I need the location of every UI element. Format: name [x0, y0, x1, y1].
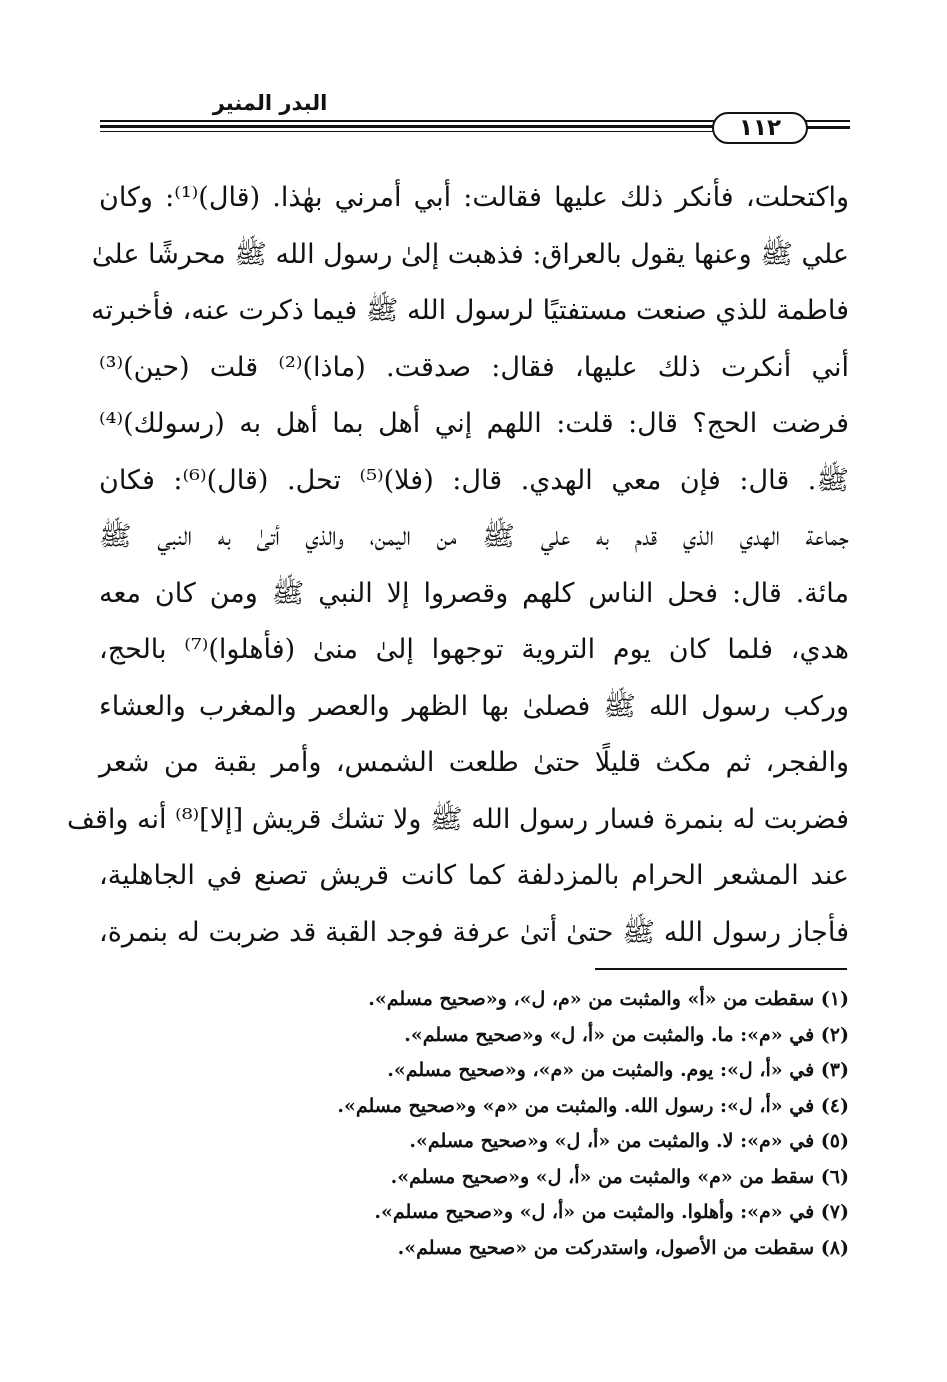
text-line: وركب رسول الله ﷺ فصلىٰ بها الظهر والعصر والمغرب والعشاء	[99, 690, 849, 722]
text-line: ﷺ. قال: فإن معي الهدي. قال: (فلا)⁽⁵⁾ تحل. (قال)⁽⁶⁾: فكان	[99, 464, 849, 496]
footnote: (٤) في «أ، ل»: رسول الله. والمثبت من «م» و«صحيح مسلم».	[337, 1094, 849, 1117]
footnote-separator	[595, 968, 847, 970]
text-line: فضربت له بنمرة فسار رسول الله ﷺ ولا تشك قريش [إلا]⁽⁸⁾ أنه واقف	[67, 803, 849, 835]
running-header	[100, 88, 850, 150]
main-text	[67, 170, 849, 961]
book-title: البدر المنير	[212, 91, 328, 115]
footnote: (٣) في «أ، ل»: يوم. والمثبت من «م»، و«صحيح مسلم».	[387, 1059, 849, 1081]
text-line: فأجاز رسول الله ﷺ حتىٰ أتىٰ عرفة فوجد القبة قد ضربت له بنمرة،	[99, 916, 849, 948]
text-line: مائة. قال: فحل الناس كلهم وقصروا إلا النبي ﷺ ومن كان معه	[99, 577, 849, 609]
text-line: فاطمة للذي صنعت مستفتيًا لرسول الله ﷺ فيما ذكرت عنه، فأخبرته	[91, 295, 849, 326]
text-line: واكتحلت، فأنكر ذلك عليها فقالت: أبي أمرني بهٰذا. (قال)⁽¹⁾: وكان	[99, 182, 849, 213]
header-rule	[100, 120, 715, 122]
header-rule	[805, 120, 850, 122]
header-rule	[100, 131, 715, 132]
header-rule	[100, 125, 715, 128]
text-line: جماعة الهدي الذي قدم به علي ﷺ من اليمن، والذي أتىٰ به النبي ﷺ	[99, 521, 849, 552]
footnote: (٢) في «م»: ما. والمثبت من «أ، ل» و«صحيح مسلم».	[404, 1023, 849, 1046]
text-line: هدي، فلما كان يوم التروية توجهوا إلىٰ منىٰ (فأهلوا)⁽⁷⁾ بالحج،	[99, 634, 849, 665]
page-number: ١١٢	[712, 112, 808, 144]
footnote: (٧) في «م»: وأهلوا. والمثبت من «أ، ل» و«صحيح مسلم».	[374, 1201, 849, 1223]
footnote: (١) سقطت من «أ» والمثبت من «م، ل»، و«صحيح مسلم».	[368, 988, 849, 1010]
text-line: والفجر، ثم مكث قليلًا حتىٰ طلعت الشمس، وأمر بقبة من شعر	[99, 747, 849, 778]
header-rule	[805, 126, 850, 129]
text-line: أني أنكرت ذلك عليها، فقال: صدقت. (ماذا)⁽²⁾ قلت (حين)⁽³⁾	[99, 351, 849, 383]
footnote: (٦) سقط من «م» والمثبت من «أ، ل» و«صحيح مسلم».	[390, 1165, 849, 1188]
text-line: فرضت الحج؟ قال: قلت: اللهم إني أهل بما أهل به (رسولك)⁽⁴⁾	[99, 408, 849, 439]
footnotes	[99, 982, 849, 1266]
footnote: (٥) في «م»: لا. والمثبت من «أ، ل» و«صحيح مسلم».	[409, 1130, 849, 1152]
text-line: عند المشعر الحرام بالمزدلفة كما كانت قريش تصنع في الجاهلية،	[99, 860, 849, 891]
text-line: علي ﷺ وعنها يقول بالعراق: فذهبت إلىٰ رسول الله ﷺ محرشًا علىٰ	[91, 238, 849, 270]
footnote: (٨) سقطت من الأصول، واستدركت من «صحيح مسلم».	[397, 1236, 849, 1259]
